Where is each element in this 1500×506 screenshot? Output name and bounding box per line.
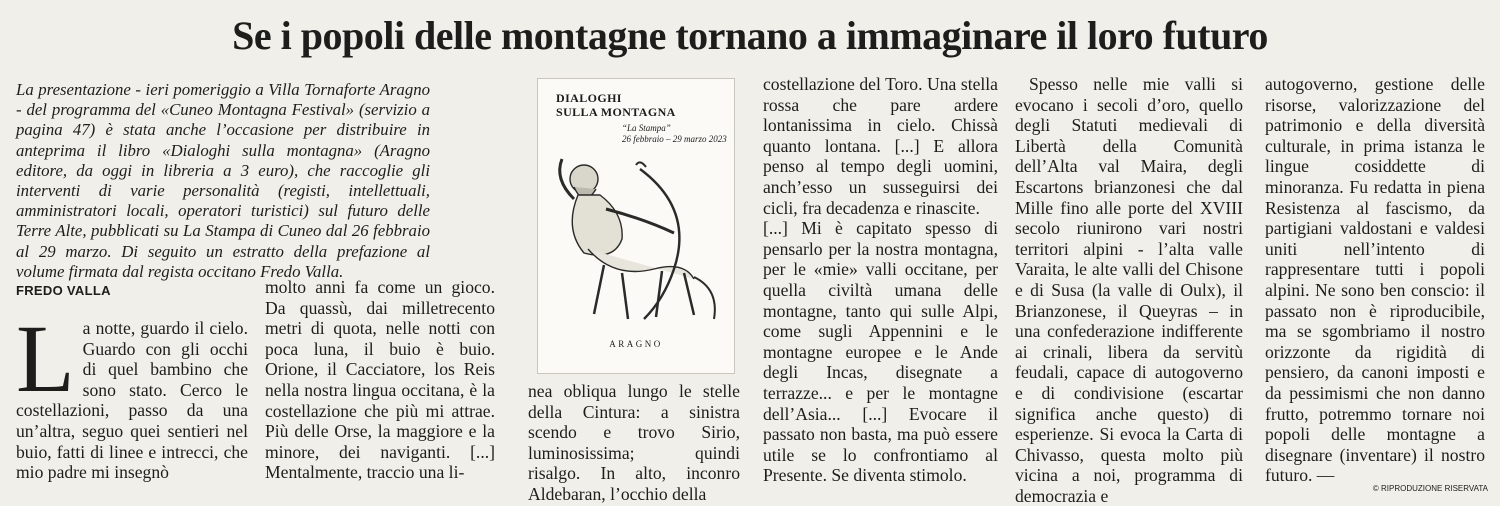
article-column-4 — [763, 74, 998, 486]
intro-paragraph: La presentazione - ieri pomeriggio a Villa Tornaforte Aragno - del programma del «Cuneo Montagna Festival» (servizio a pagina 47) è stata anche l’occasione per distribuire in anteprima il libro «Dialoghi sulla montagna» (Aragno editore, da oggi in libreria a 3 euro), che raccoglie gli interventi di varie personalità (registi, intellettuali, amministratori locali, operatori turistici) sul futuro delle Terre Alte, pubblicati su La Stampa di Cuneo dal 26 febbraio al 29 marzo. Di seguito un estratto della prefazione al volume firmata dal regista occitano Fredo Valla. — [16, 80, 430, 281]
article-column-5 — [1015, 74, 1243, 506]
column-3-text: nea obliqua lungo le stelle della Cintura: a sinistra scendo e trovo Sirio, luminosissima; quindi risalgo. In alto, inconro Aldebaran, l’occhio della — [528, 381, 740, 504]
column-1-text: a notte, guardo il cielo. Guardo con gli occhi di quel bambino che sono stato. Cerco le costellazioni, passo da una un’altra, seguo quei sentieri nel buio, fatti di linee e intrecci, che mio padre mi insegnò — [16, 318, 248, 483]
byline: FREDO VALLA — [16, 283, 111, 298]
column-4-paragraph-1: costellazione del Toro. Una stella rossa che pare ardere lontanissima in cielo. Chissà quanto lontana. [...] E allora penso al tempo degli uomini, anch’esso un susseguirsi dei cicli, fra decadenza e rinascite. — [763, 74, 998, 218]
book-title-line-2: SULLA MONTAGNA — [556, 105, 676, 119]
column-5-text: Spesso nelle mie valli si evocano i secoli d’oro, quello degli Statuti medievali di Libertà della Comunità dell’Alta val Maira, degli Escartons brianzonesi che dal Mille fino alle porte del XVIII secolo riunirono vari nostri territori alpini - l’alta valle Varaita, le alte valli del Chisone e di Susa (la valle di Oulx), il Brianzonese, il Queyras – in una confederazione indifferente ai crinali, libera da servitù feudali, capace di autogoverno e di condivisione (escartar significa anche questo) di esperienze. Si evoca la Carta di Chivasso, questa molto più vicina a noi, programma di democrazia e — [1015, 74, 1243, 506]
drop-cap: L — [16, 305, 75, 412]
column-5-paragraph — [1015, 74, 1243, 506]
column-2-text: molto anni fa come un gioco. Da quassù, dai milletrecento metri di quota, nelle notti con poca luna, il buio è buio. Orione, il Cacciatore, los Reis nella nostra lingua occitana, è la costellazione che più mi attrae. Più delle Orse, la maggiore e la minore, dei naviganti. [...] Mentalmente, traccio una li- — [265, 277, 495, 483]
column-4-paragraph-2: [...] Mi è capitato spesso di pensarlo per la nostra montagna, per le «mie» valli occitane, per quella civiltà umana delle montagne, tanto qui sulle Alpi, come sugli Appennini e le montagne europee e le Ande degli Incas, disegnate a terrazze... e per le montagne dell’Asia... [...] Evocare il passato non basta, ma può essere utile se lo confrontiamo al Presente. Se diventa stimolo. — [763, 218, 998, 486]
book-cover-image — [537, 78, 735, 374]
book-title — [556, 91, 676, 119]
article-column-2 — [265, 277, 495, 483]
book-subtitle — [622, 123, 727, 145]
book-subtitle-line-2: 26 febbraio – 29 marzo 2023 — [622, 134, 727, 144]
copyright-notice: © RIPRODUZIONE RISERVATA — [1372, 484, 1488, 493]
headline: Se i popoli delle montagne tornano a immaginare il loro futuro — [232, 13, 1268, 58]
book-subtitle-line-1: “La Stampa” — [622, 123, 671, 133]
column-6-text: autogoverno, gestione delle risorse, valorizzazione del patrimonio e della diversità culturale, in prima istanza le lingue cosiddette di minoranza. Fu redatta in piena Resistenza al fascismo, da partigiani valdostani e valdesi uniti nell’intento di rappresentare tutti i popoli alpini. Ne sono ben conscio: il passato non è riproducibile, ma se sgombriamo il nostro orizzonte da rigidità di pensiero, da canoni imposti e da pessimismi che non danno frutto, potremmo tornare noi popoli delle montagne a disegnare (inventare) il nostro futuro. — — [1265, 74, 1485, 486]
book-publisher: ARAGNO — [609, 339, 663, 349]
article-column-3 — [528, 381, 740, 505]
centaur-archer-illustration — [544, 149, 730, 329]
article-column-6 — [1265, 74, 1485, 486]
article-column-1 — [16, 305, 248, 483]
book-title-line-1: DIALOGHI — [556, 91, 622, 105]
